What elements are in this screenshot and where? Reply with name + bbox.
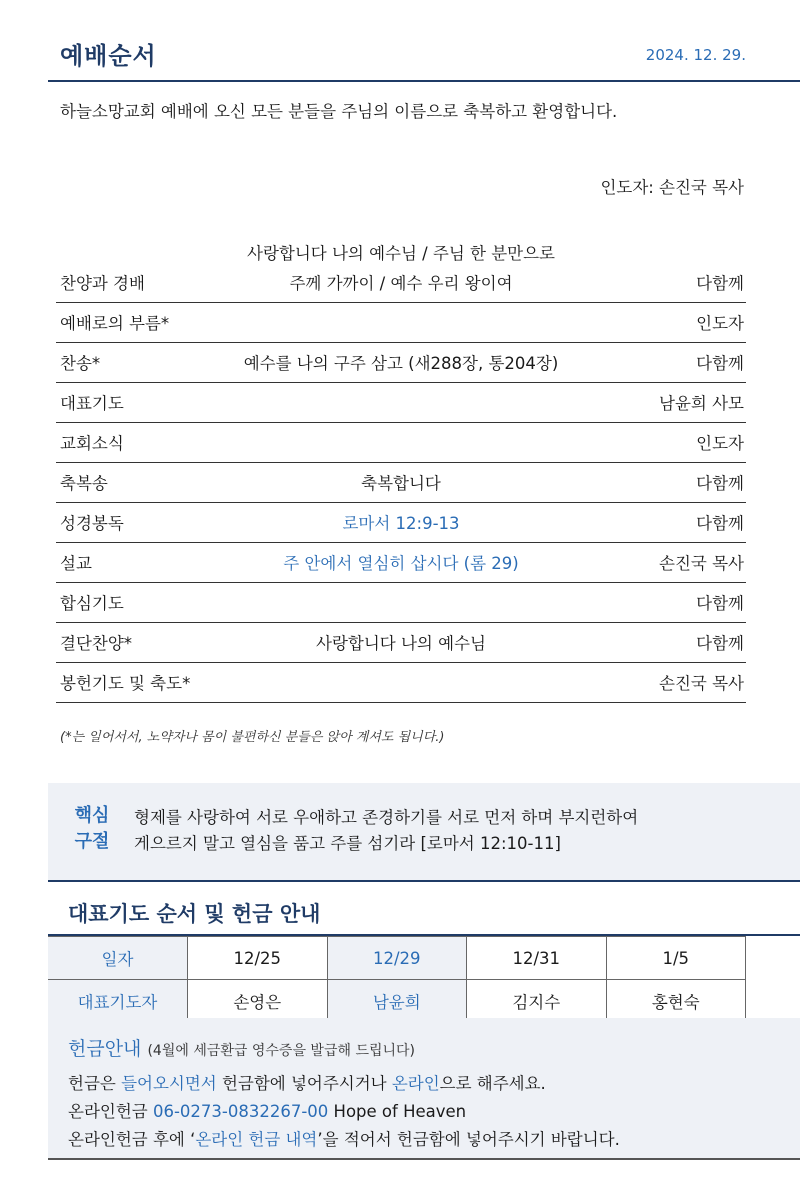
order-item-name: 대표기도 (60, 394, 124, 413)
order-item-name: 설교 (60, 554, 92, 573)
roster-date: 1/5 (606, 937, 746, 980)
order-item-leader: 다함께 (696, 514, 744, 533)
order-row (56, 623, 746, 663)
offering-highlight: 온라인 (391, 1074, 440, 1093)
roster-name: 김지수 (467, 980, 607, 1023)
offering-text: ’을 적어서 헌금함에 넣어주시기 바랍니다. (317, 1130, 620, 1149)
order-item-name: 축복송 (60, 474, 108, 493)
order-row (56, 463, 746, 503)
core-verse-label-line1: 핵심 (74, 805, 110, 826)
order-item-content-line1: 사랑합니다 나의 예수님 / 주님 한 분만으로 (247, 244, 555, 263)
welcome-message: 하늘소망교회 예배에 오신 모든 분들을 주님의 이름으로 축복하고 환영합니다. (60, 102, 618, 121)
offering-line1 (68, 1070, 546, 1094)
order-item-name: 교회소식 (60, 434, 124, 453)
order-item-leader: 인도자 (696, 434, 744, 453)
order-item-content: 예수를 나의 구주 삼고 (새288장, 통204장) (243, 354, 559, 373)
standing-note: (*는 일어서서, 노약자나 몸이 불편하신 분들은 앉아 계셔도 됩니다.) (60, 730, 445, 745)
account-holder: Hope of Heaven (328, 1102, 467, 1121)
prayer-roster-table (48, 936, 746, 1023)
order-row (56, 383, 746, 423)
order-row (56, 235, 746, 303)
order-item-name: 성경봉독 (60, 514, 124, 533)
page-header (48, 0, 800, 82)
offering-text: 헌금함에 넣어주시거나 (216, 1074, 392, 1093)
order-row (56, 343, 746, 383)
offering-text: 으로 해주세요. (439, 1074, 546, 1093)
roster-names-row (48, 980, 746, 1023)
offering-text: 헌금은 (68, 1074, 122, 1093)
order-item-leader: 다함께 (696, 474, 744, 493)
order-row (56, 303, 746, 343)
order-item-leader: 남윤희 사모 (659, 394, 744, 413)
worship-order-list (56, 235, 746, 703)
order-row (56, 423, 746, 463)
order-row (56, 663, 746, 703)
order-item-content: 축복합니다 (361, 474, 441, 493)
core-verse-line1: 형제를 사랑하여 서로 우애하고 존경하기를 서로 먼저 하며 부지런하여 (134, 808, 639, 827)
order-row (56, 503, 746, 543)
order-item-leader: 다함께 (696, 354, 744, 373)
core-verse-text (134, 805, 774, 857)
roster-date: 12/25 (188, 937, 328, 980)
order-item-name: 찬양과 경배 (60, 274, 145, 293)
order-item-name: 결단찬양* (60, 634, 133, 653)
core-verse-label (68, 803, 116, 855)
order-item-content-line2: 주께 가까이 / 예수 우리 왕이여 (289, 274, 513, 293)
order-item-content (56, 240, 746, 294)
scripture-reading: 로마서 12:9-13 (342, 514, 460, 533)
order-item-leader: 손진국 목사 (659, 674, 744, 693)
order-item-name: 찬송* (60, 354, 101, 373)
order-item-leader: 손진국 목사 (659, 554, 744, 573)
core-verse-line2: 게으르지 말고 열심을 품고 주를 섬기라 [로마서 12:10-11] (134, 834, 561, 853)
order-row (56, 583, 746, 623)
prayer-offering-header (48, 882, 800, 936)
leader-label: 인도자: 손진국 목사 (600, 178, 744, 197)
offering-guide (48, 1018, 800, 1160)
order-item-leader: 인도자 (696, 314, 744, 333)
offering-line3 (68, 1126, 620, 1150)
order-item-leader: 다함께 (696, 274, 744, 293)
section-title: 대표기도 순서 및 헌금 안내 (68, 902, 321, 926)
roster-name: 홍현숙 (606, 980, 746, 1023)
roster-date: 12/31 (467, 937, 607, 980)
roster-dates-row (48, 937, 746, 980)
roster-names-label: 대표기도자 (48, 980, 188, 1023)
offering-text: 온라인헌금 후에 ‘ (68, 1130, 196, 1149)
roster-name: 손영은 (188, 980, 328, 1023)
core-verse-box (48, 783, 800, 882)
order-item-leader: 다함께 (696, 634, 744, 653)
order-item-name: 봉헌기도 및 축도* (60, 674, 191, 693)
offering-title (68, 1034, 415, 1061)
order-item-content: 사랑합니다 나의 예수님 (316, 634, 486, 653)
offering-line2 (68, 1098, 466, 1122)
order-row (56, 543, 746, 583)
order-item-leader: 다함께 (696, 594, 744, 613)
sermon-title: 주 안에서 열심히 삽시다 (롬 29) (283, 554, 519, 573)
offering-title-text: 헌금안내 (68, 1038, 142, 1060)
order-item-name: 예배로의 부름* (60, 314, 170, 333)
page-title: 예배순서 (60, 42, 157, 70)
offering-subtitle: (4월에 세금환급 영수증을 발급해 드립니다) (147, 1043, 416, 1059)
core-verse-label-line2: 구절 (74, 831, 110, 852)
roster-dates-label: 일자 (48, 937, 188, 980)
order-item-name: 합심기도 (60, 594, 124, 613)
account-number: 06-0273-0832267-00 (152, 1102, 329, 1121)
roster-date: 12/29 (327, 937, 467, 980)
offering-text: 온라인헌금 (68, 1102, 153, 1121)
offering-highlight: 온라인 헌금 내역 (195, 1130, 318, 1149)
roster-name: 남윤희 (327, 980, 467, 1023)
offering-highlight: 들어오시면서 (121, 1074, 217, 1093)
service-date: 2024. 12. 29. (645, 46, 746, 64)
